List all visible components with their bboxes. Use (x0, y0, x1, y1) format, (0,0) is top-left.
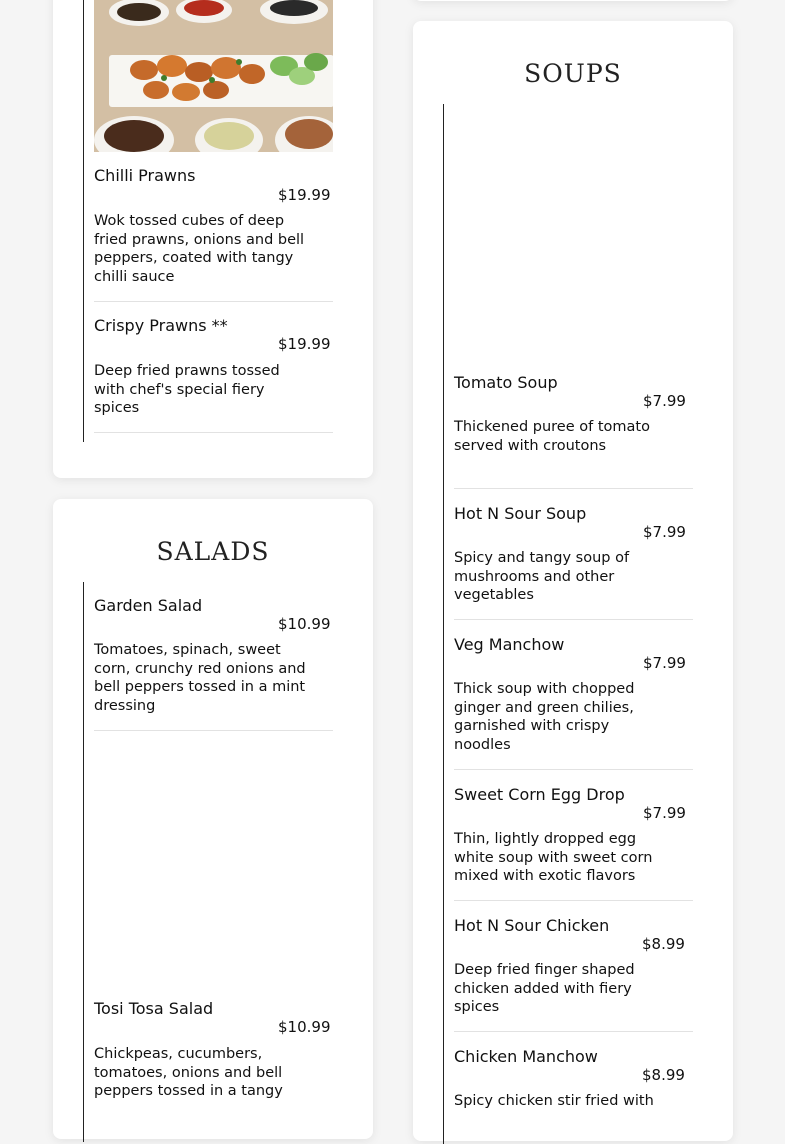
menu-item-description: Spicy and tangy soup of mushrooms and other vegetables (454, 550, 630, 603)
menu-item-description: Wok tossed cubes of deep fried prawns, onions and bell peppers, coated with tangy chilli sauce (94, 213, 305, 285)
menu-item-price: $7.99 (643, 804, 686, 822)
menu-item-name: Veg Manchow (454, 635, 565, 654)
menu-item-price: $8.99 (642, 935, 685, 953)
menu-item-name: Chicken Manchow (454, 1047, 598, 1066)
menu-item-name: Tosi Tosa Salad (94, 999, 214, 1018)
menu-item-separator (454, 769, 693, 770)
menu-item-price: $7.99 (643, 392, 686, 410)
previous-section-card (413, 0, 733, 1)
menu-item-separator (94, 432, 333, 433)
menu-item-separator (454, 488, 693, 489)
menu-item-description: Thin, lightly dropped egg white soup with sweet corn mixed with exotic flavors (454, 831, 653, 884)
menu-item-price: $8.99 (642, 1066, 685, 1084)
menu-item-separator (94, 301, 333, 302)
soups-divider-line (443, 104, 444, 1144)
menu-item-separator (454, 900, 693, 901)
chilli-prawns-photo (94, 0, 333, 152)
menu-item-description: Spicy chicken stir fried with (454, 1093, 654, 1109)
salads-divider-line (83, 582, 84, 1142)
appetizers-divider-line (83, 0, 84, 442)
menu-item-name: Sweet Corn Egg Drop (454, 785, 625, 804)
menu-item-price: $19.99 (278, 186, 331, 204)
menu-item-description: Chickpeas, cucumbers, tomatoes, onions and bell peppers tossed in a tangy (94, 1046, 283, 1099)
menu-item-description: Deep fried finger shaped chicken added with fiery spices (454, 962, 635, 1015)
menu-item-separator (94, 730, 333, 731)
menu-item-description: Tomatoes, spinach, sweet corn, crunchy red onions and bell peppers tossed in a mint dressing (94, 642, 306, 714)
menu-item-price: $7.99 (643, 523, 686, 541)
menu-item-separator (454, 619, 693, 620)
menu-item-description: Thickened puree of tomato served with croutons (454, 419, 650, 454)
menu-item-price: $10.99 (278, 615, 331, 633)
menu-item-name: Garden Salad (94, 596, 203, 615)
menu-item-name: Hot N Sour Chicken (454, 916, 610, 935)
menu-item-name: Crispy Prawns ** (94, 316, 228, 335)
menu-item-name: Chilli Prawns (94, 166, 196, 185)
menu-item-name: Hot N Sour Soup (454, 504, 587, 523)
menu-item-price: $7.99 (643, 654, 686, 672)
appetizers-card (53, 0, 373, 478)
salads-card (53, 499, 373, 1139)
soups-card (413, 21, 733, 1141)
menu-item-separator (454, 1031, 693, 1032)
menu-item-price: $10.99 (278, 1018, 331, 1036)
section-title-salads: SALADS (156, 537, 270, 566)
menu-item-price: $19.99 (278, 335, 331, 353)
menu-item-description: Deep fried prawns tossed with chef's special fiery spices (94, 363, 280, 416)
section-title-soups: SOUPS (524, 59, 622, 88)
menu-item-name: Tomato Soup (454, 373, 558, 392)
menu-item-description: Thick soup with chopped ginger and green chilies, garnished with crispy noodles (454, 681, 635, 753)
